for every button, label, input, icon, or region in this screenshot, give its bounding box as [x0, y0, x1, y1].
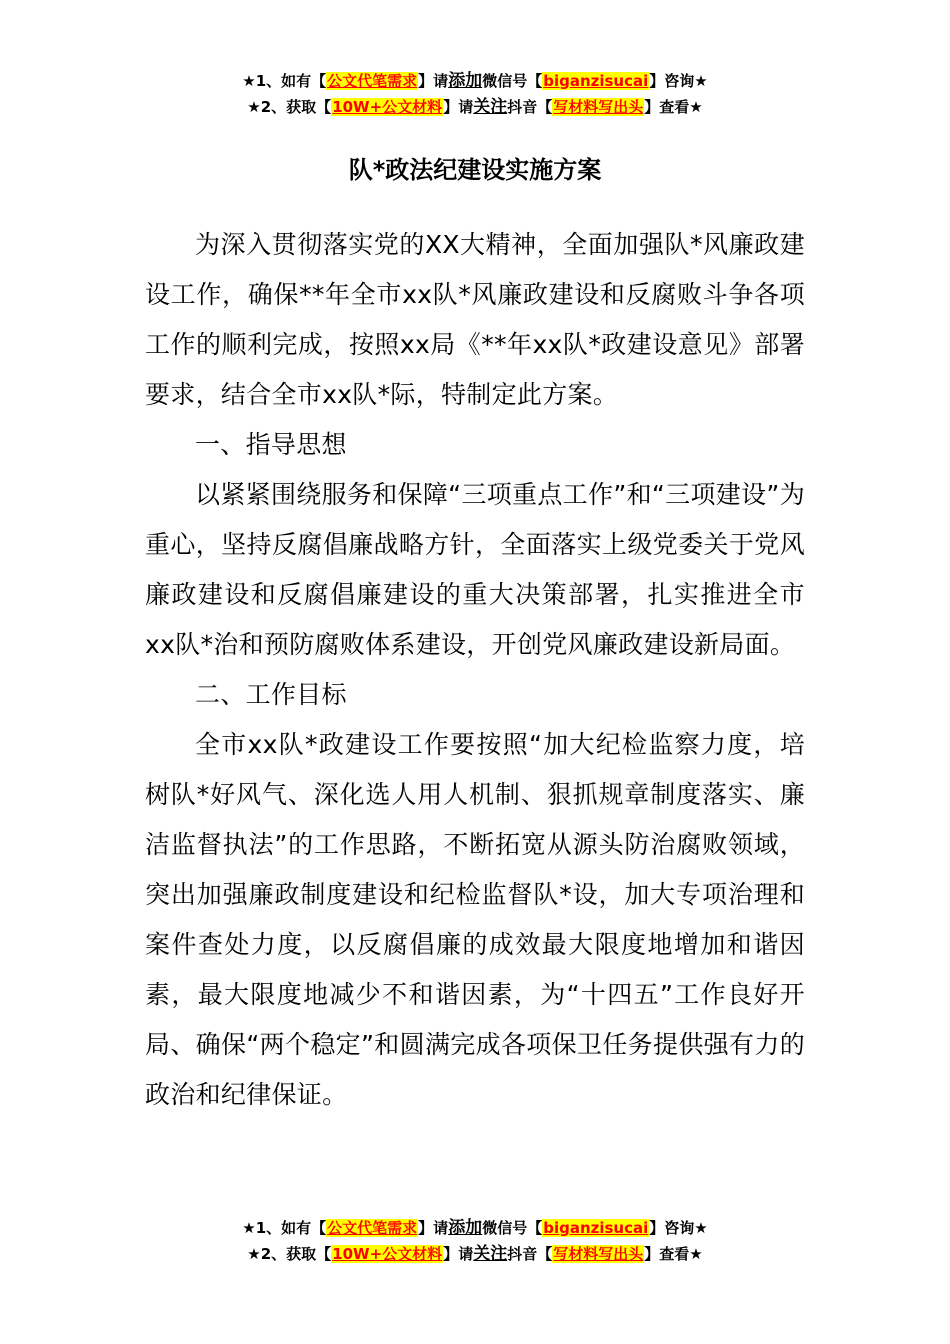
header-promo-banner [0, 68, 950, 120]
promo-text: 】咨询★ [649, 72, 708, 90]
promo-line-2 [0, 94, 950, 120]
promo-text: ★1、如有【 [242, 72, 327, 90]
promo-text: 】查看★ [644, 98, 703, 116]
section-heading-guiding-ideology: 一、指导思想 [195, 430, 347, 459]
promo-highlight: 公文代笔需求 [327, 1219, 418, 1237]
promo-text: 】咨询★ [649, 1219, 708, 1237]
promo-highlight: 公文代笔需求 [327, 72, 418, 90]
promo-underline: 添加 [448, 71, 483, 91]
promo-text: 】请 [418, 1219, 449, 1237]
promo-highlight: biganzisucai [543, 1219, 649, 1237]
promo-highlight: 10W+公文材料 [332, 1245, 443, 1263]
promo-text: ★2、获取【 [247, 1245, 332, 1263]
promo-text: 】请 [418, 72, 449, 90]
promo-text: 】请 [443, 1245, 474, 1263]
promo-text: 】请 [443, 98, 474, 116]
footer-promo-banner [0, 1215, 950, 1267]
paragraph-intro: 为深入贯彻落实党的XX大精神，全面加强队*风廉政建设工作，确保**年全市xx队*风廉政建设和反腐败斗争各项工作的顺利完成，按照xx局《**年xx队*政建设意见》部署要求，结合全市xx队*际，特制定此方案。 [145, 230, 805, 409]
promo-highlight: 写材料写出头 [553, 1245, 644, 1263]
promo-highlight: biganzisucai [543, 72, 649, 90]
promo-highlight: 10W+公文材料 [332, 98, 443, 116]
paragraph-work-goals: 全市xx队*政建设工作要按照“加大纪检监察力度，培树队*好风气、深化选人用人机制、狠抓规章制度落实、廉洁监督执法”的工作思路，不断拓宽从源头防治腐败领域，突出加强廉政制度建设和纪检监督队*设，加大专项治理和案件查处力度，以反腐倡廉的成效最大限度地增加和谐因素，最大限度地减少不和谐因素，为“十四五”工作良好开局、确保“两个稳定”和圆满完成各项保卫任务提供强有力的政治和纪律保证。 [145, 730, 805, 1109]
promo-underline: 添加 [448, 1218, 483, 1238]
promo-text: 微信号【 [482, 72, 543, 90]
promo-text: 抖音【 [507, 98, 553, 116]
paragraph-guiding-ideology: 以紧紧围绕服务和保障“三项重点工作”和“三项建设”为重心，坚持反腐倡廉战略方针，全面落实上级党委关于党风廉政建设和反腐倡廉建设的重大决策部署，扎实推进全市xx队*治和预防腐败体系建设，开创党风廉政建设新局面。 [145, 480, 805, 659]
promo-line-1 [0, 68, 950, 94]
promo-line-2 [0, 1241, 950, 1267]
promo-highlight: 写材料写出头 [553, 98, 644, 116]
document-title: 队*政法纪建设实施方案 [348, 156, 602, 184]
promo-text: 微信号【 [482, 1219, 543, 1237]
promo-text: 抖音【 [507, 1245, 553, 1263]
document-body [145, 220, 805, 1120]
section-heading-work-goals: 二、工作目标 [195, 680, 347, 709]
promo-text: ★1、如有【 [242, 1219, 327, 1237]
promo-line-1 [0, 1215, 950, 1241]
promo-text: ★2、获取【 [247, 98, 332, 116]
promo-underline: 关注 [473, 97, 508, 117]
promo-underline: 关注 [473, 1244, 508, 1264]
promo-text: 】查看★ [644, 1245, 703, 1263]
